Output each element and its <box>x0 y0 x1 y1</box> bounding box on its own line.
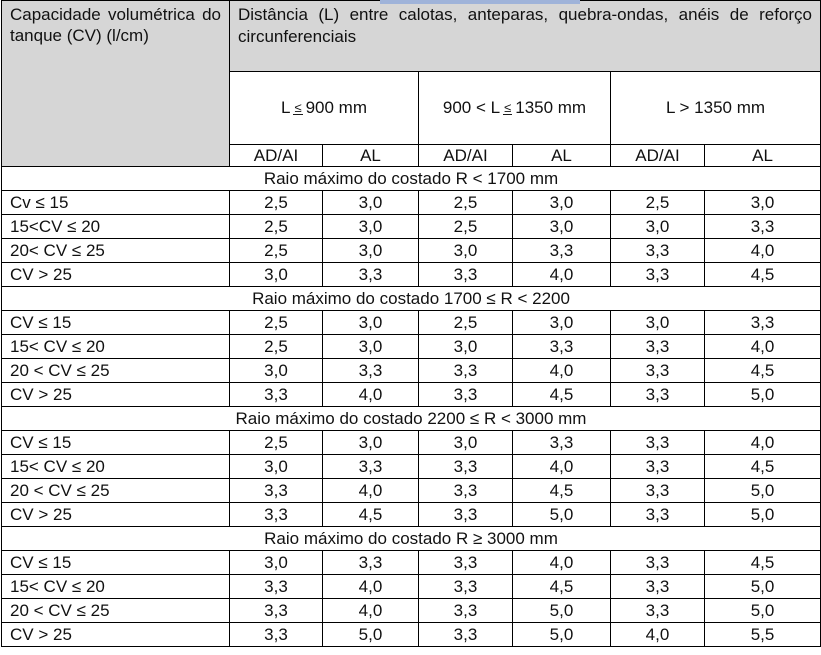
thickness-table <box>1 0 821 647</box>
subheader-cell: AD/AI <box>419 145 513 167</box>
value-cell: 2,5 <box>230 431 323 455</box>
value-cell: 4,0 <box>705 431 821 455</box>
value-cell: 4,5 <box>705 551 821 575</box>
value-cell: 2,5 <box>230 191 323 215</box>
value-cell: 3,3 <box>611 383 705 407</box>
value-cell: 3,3 <box>419 623 513 647</box>
value-cell: 3,3 <box>611 479 705 503</box>
value-cell: 3,3 <box>230 383 323 407</box>
value-cell: 3,0 <box>705 191 821 215</box>
group-pre: L > 1350 mm <box>665 98 766 117</box>
value-cell: 3,3 <box>323 359 419 383</box>
value-cell: 4,0 <box>513 455 611 479</box>
value-cell: 5,0 <box>323 623 419 647</box>
value-cell: 5,0 <box>705 503 821 527</box>
value-cell: 4,0 <box>513 551 611 575</box>
value-cell: 5,0 <box>513 599 611 623</box>
value-cell: 4,0 <box>323 575 419 599</box>
table-row <box>2 431 821 455</box>
row-label: 20< CV ≤ 25 <box>2 239 230 263</box>
table-row <box>2 455 821 479</box>
value-cell: 4,5 <box>513 479 611 503</box>
value-cell: 3,0 <box>230 359 323 383</box>
value-cell: 5,0 <box>705 479 821 503</box>
value-cell: 4,0 <box>323 479 419 503</box>
value-cell: 3,3 <box>419 383 513 407</box>
table-row <box>2 215 821 239</box>
value-cell: 3,0 <box>419 239 513 263</box>
table-row <box>2 551 821 575</box>
value-cell: 4,5 <box>513 383 611 407</box>
value-cell: 5,0 <box>705 383 821 407</box>
value-cell: 3,3 <box>611 239 705 263</box>
group-header-1 <box>230 72 419 145</box>
table-row <box>2 311 821 335</box>
row-label: CV > 25 <box>2 263 230 287</box>
row-label: 15< CV ≤ 20 <box>2 335 230 359</box>
value-cell: 3,3 <box>230 503 323 527</box>
value-cell: 3,3 <box>611 263 705 287</box>
value-cell: 3,3 <box>611 359 705 383</box>
value-cell: 4,5 <box>513 575 611 599</box>
value-cell: 3,3 <box>611 503 705 527</box>
table-row <box>2 359 821 383</box>
selection-highlight <box>380 0 580 4</box>
le-symbol: ≤ <box>504 100 512 115</box>
header-row-1 <box>2 1 821 72</box>
value-cell: 2,5 <box>611 191 705 215</box>
value-cell: 2,5 <box>419 311 513 335</box>
section-title: Raio máximo do costado R < 1700 mm <box>2 167 821 191</box>
table-body <box>2 1 821 647</box>
value-cell: 5,0 <box>513 623 611 647</box>
subheader-cell: AL <box>323 145 419 167</box>
table-row <box>2 263 821 287</box>
value-cell: 3,0 <box>513 311 611 335</box>
value-cell: 3,0 <box>611 311 705 335</box>
value-cell: 3,0 <box>611 215 705 239</box>
value-cell: 3,3 <box>323 551 419 575</box>
value-cell: 2,5 <box>419 191 513 215</box>
table-row <box>2 623 821 647</box>
value-cell: 4,5 <box>323 503 419 527</box>
value-cell: 2,5 <box>230 311 323 335</box>
table-row <box>2 503 821 527</box>
section-title: Raio máximo do costado 2200 ≤ R < 3000 mm <box>2 407 821 431</box>
row-label: 20 < CV ≤ 25 <box>2 479 230 503</box>
value-cell: 3,3 <box>611 575 705 599</box>
group-header-2 <box>419 72 611 145</box>
value-cell: 3,3 <box>611 431 705 455</box>
value-cell: 3,3 <box>419 551 513 575</box>
row-label: CV > 25 <box>2 503 230 527</box>
row-label: CV > 25 <box>2 383 230 407</box>
value-cell: 3,3 <box>419 479 513 503</box>
value-cell: 4,0 <box>513 263 611 287</box>
value-cell: 3,0 <box>323 431 419 455</box>
value-cell: 5,0 <box>705 575 821 599</box>
value-cell: 3,3 <box>323 263 419 287</box>
group-post: 1350 mm <box>515 98 587 117</box>
section-row <box>2 527 821 551</box>
row-label: CV ≤ 15 <box>2 551 230 575</box>
row-label: 20 < CV ≤ 25 <box>2 599 230 623</box>
value-cell: 3,0 <box>323 239 419 263</box>
table-row <box>2 239 821 263</box>
section-row <box>2 167 821 191</box>
group-header-3 <box>611 72 821 145</box>
subheader-cell: AL <box>705 145 821 167</box>
value-cell: 4,0 <box>323 599 419 623</box>
value-cell: 3,3 <box>611 455 705 479</box>
value-cell: 4,0 <box>513 359 611 383</box>
table-row <box>2 599 821 623</box>
value-cell: 5,5 <box>705 623 821 647</box>
le-symbol: ≤ <box>294 100 302 115</box>
value-cell: 3,3 <box>419 503 513 527</box>
value-cell: 3,3 <box>230 599 323 623</box>
value-cell: 4,5 <box>705 455 821 479</box>
value-cell: 4,0 <box>705 239 821 263</box>
table-row <box>2 575 821 599</box>
distance-header: Distância (L) entre calotas, anteparas, quebra-ondas, anéis de reforço circunferenciais <box>230 1 821 72</box>
value-cell: 4,5 <box>705 359 821 383</box>
value-cell: 3,3 <box>419 359 513 383</box>
value-cell: 4,0 <box>611 623 705 647</box>
row-label: 20 < CV ≤ 25 <box>2 359 230 383</box>
row-label: 15< CV ≤ 20 <box>2 455 230 479</box>
value-cell: 3,3 <box>611 599 705 623</box>
row-label: CV > 25 <box>2 623 230 647</box>
table-row <box>2 191 821 215</box>
section-title: Raio máximo do costado R ≥ 3000 mm <box>2 527 821 551</box>
section-row <box>2 407 821 431</box>
value-cell: 3,3 <box>230 623 323 647</box>
value-cell: 3,0 <box>323 335 419 359</box>
value-cell: 3,3 <box>419 599 513 623</box>
value-cell: 3,3 <box>513 239 611 263</box>
value-cell: 3,3 <box>230 575 323 599</box>
capacity-header: Capacidade volumétrica do tanque (CV) (l/cm) <box>2 1 230 167</box>
value-cell: 3,0 <box>230 263 323 287</box>
row-label: CV ≤ 15 <box>2 311 230 335</box>
value-cell: 3,0 <box>323 311 419 335</box>
value-cell: 3,0 <box>230 551 323 575</box>
value-cell: 5,0 <box>705 599 821 623</box>
value-cell: 2,5 <box>230 335 323 359</box>
value-cell: 3,0 <box>323 191 419 215</box>
value-cell: 4,5 <box>705 263 821 287</box>
value-cell: 3,0 <box>419 335 513 359</box>
value-cell: 3,3 <box>705 311 821 335</box>
subheader-cell: AD/AI <box>230 145 323 167</box>
value-cell: 3,3 <box>419 455 513 479</box>
table-row <box>2 479 821 503</box>
group-pre: L <box>280 98 291 117</box>
value-cell: 3,3 <box>419 575 513 599</box>
value-cell: 2,5 <box>230 239 323 263</box>
section-row <box>2 287 821 311</box>
row-label: CV ≤ 15 <box>2 431 230 455</box>
value-cell: 5,0 <box>513 503 611 527</box>
value-cell: 3,0 <box>513 215 611 239</box>
value-cell: 3,3 <box>230 479 323 503</box>
value-cell: 3,3 <box>419 263 513 287</box>
group-post: 900 mm <box>305 98 368 117</box>
table-row <box>2 383 821 407</box>
value-cell: 3,0 <box>230 455 323 479</box>
subheader-cell: AD/AI <box>611 145 705 167</box>
row-label: Cv ≤ 15 <box>2 191 230 215</box>
value-cell: 3,3 <box>513 335 611 359</box>
value-cell: 4,0 <box>705 335 821 359</box>
value-cell: 3,3 <box>611 335 705 359</box>
row-label: 15<CV ≤ 20 <box>2 215 230 239</box>
value-cell: 3,0 <box>323 215 419 239</box>
value-cell: 3,3 <box>611 551 705 575</box>
value-cell: 2,5 <box>419 215 513 239</box>
table-row <box>2 335 821 359</box>
subheader-cell: AL <box>513 145 611 167</box>
row-label: 15< CV ≤ 20 <box>2 575 230 599</box>
value-cell: 3,3 <box>705 215 821 239</box>
value-cell: 4,0 <box>323 383 419 407</box>
group-pre: 900 < L <box>442 98 501 117</box>
section-title: Raio máximo do costado 1700 ≤ R < 2200 <box>2 287 821 311</box>
value-cell: 2,5 <box>230 215 323 239</box>
value-cell: 3,3 <box>513 431 611 455</box>
value-cell: 3,0 <box>513 191 611 215</box>
value-cell: 3,3 <box>323 455 419 479</box>
value-cell: 3,0 <box>419 431 513 455</box>
